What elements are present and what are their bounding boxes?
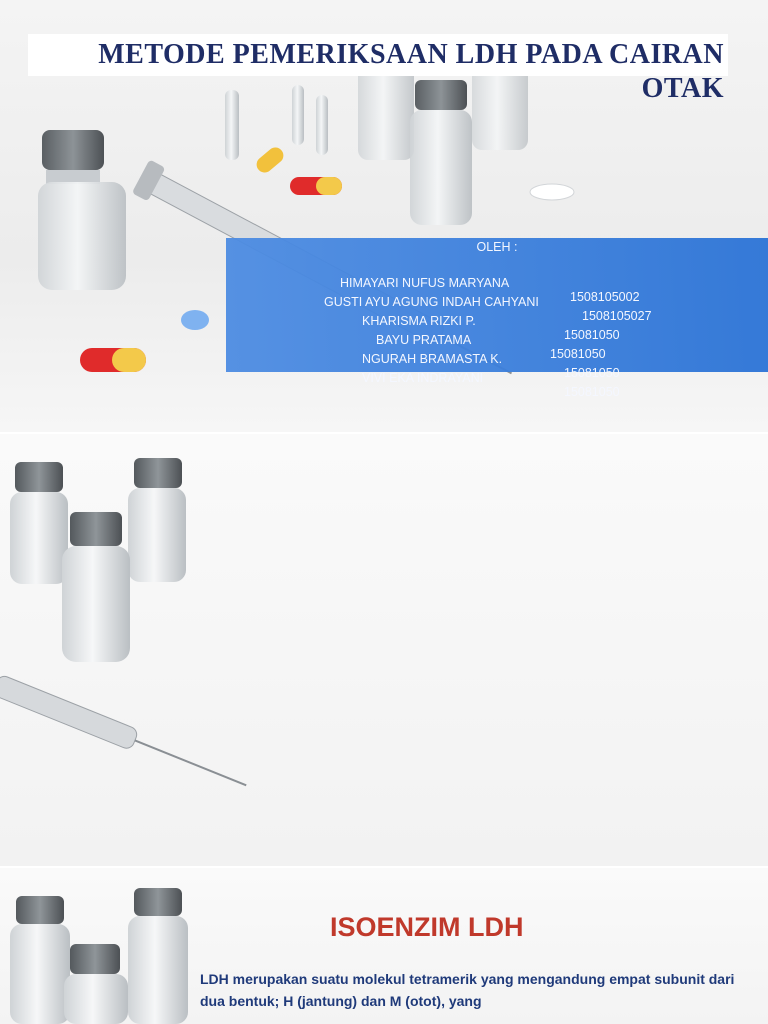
vials-image xyxy=(0,868,200,1024)
author-id: 1508105027 xyxy=(582,309,652,323)
author-id: 15081050 xyxy=(564,328,620,342)
slide-3 xyxy=(0,868,768,1024)
page-title: METODE PEMERIKSAAN LDH PADA CAIRAN OTAK xyxy=(98,39,724,104)
author-name: KHARISMA RIZKI P. xyxy=(362,314,476,328)
author-name: NGURAH BRAMASTA K. xyxy=(362,352,503,366)
author-name: GUSTI AYU AGUNG INDAH CAHYANI xyxy=(324,295,539,309)
author-row xyxy=(226,357,768,413)
author-id: 15081050 xyxy=(564,385,620,399)
author-name: HIMAYARI NUFUS MARYANA xyxy=(340,276,510,290)
author-id: 1508105002 xyxy=(570,290,640,304)
section-heading: ISOENZIM LDH xyxy=(330,912,524,942)
author-name: VIVI EKA INDRAYANI xyxy=(362,371,484,385)
author-id: 15081050 xyxy=(564,366,620,380)
author-name: BAYU PRATAMA xyxy=(376,333,472,347)
slide-1 xyxy=(0,0,768,432)
oleh-label: OLEH : xyxy=(476,240,518,254)
slide-2 xyxy=(0,434,768,866)
vials-syringe-image xyxy=(0,434,300,866)
author-id: 15081050 xyxy=(550,347,606,361)
isoenzim-paragraph: LDH merupakan suatu molekul tetramerik yang mengandung empat subunit dari dua bentuk; H (jantung) dan M (otot), yang xyxy=(200,971,735,1009)
